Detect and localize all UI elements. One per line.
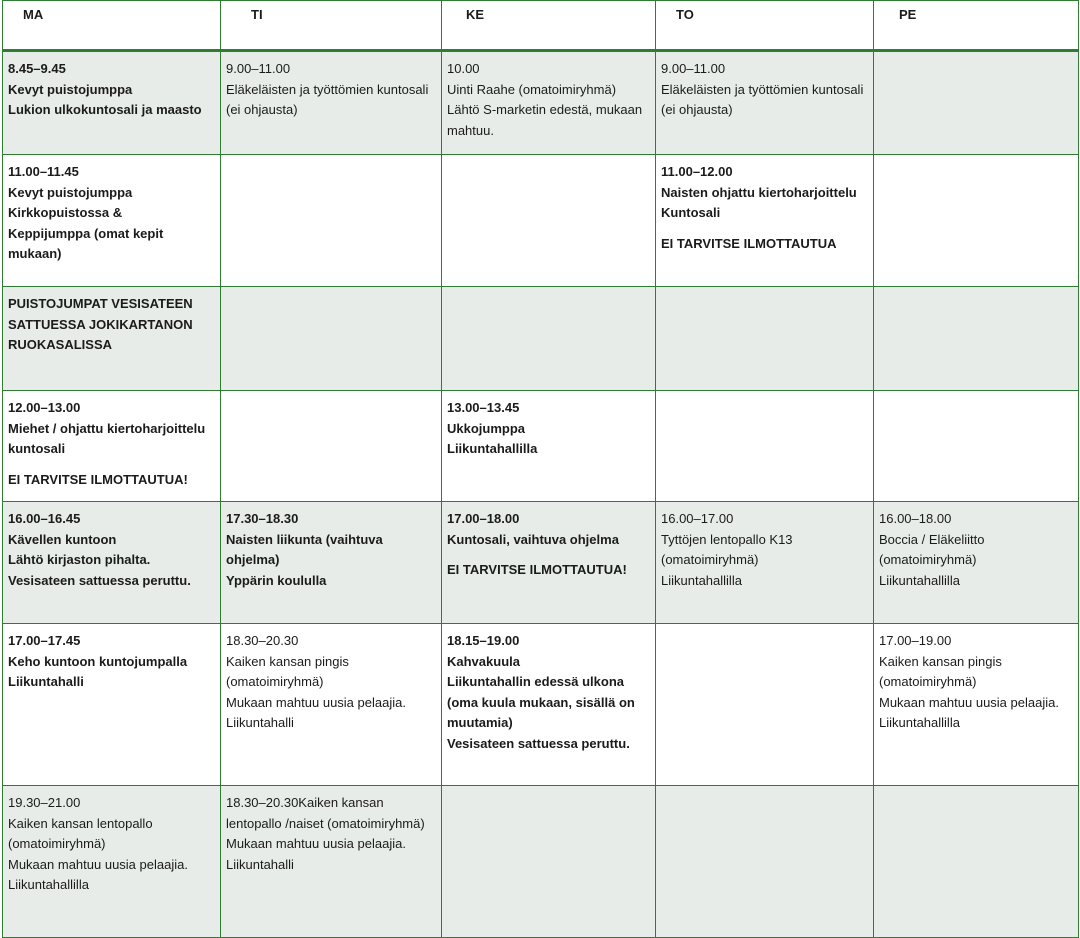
- header-to: [656, 1, 874, 51]
- activity: Naisten ohjattu kiertoharjoittelu: [661, 184, 857, 200]
- cell-pe: [874, 624, 1079, 786]
- activity: 18.30–20.30Kaiken kansan lentopallo /naiset (omatoimiryhmä): [226, 795, 425, 831]
- cell-to: [656, 155, 874, 287]
- note: EI TARVITSE ILMOTTAUTUA!: [447, 562, 627, 577]
- spacer: [661, 224, 868, 234]
- time: 13.00–13.45: [447, 400, 520, 415]
- activity: Miehet / ohjattu kiertoharjoittelu kuntosali: [8, 420, 206, 456]
- location: Liikuntahalli: [8, 674, 84, 689]
- activity: Kävellen kuntoon: [8, 531, 117, 547]
- header-label: PE: [899, 7, 917, 22]
- time: 18.15–19.00: [447, 633, 520, 648]
- location: Liikuntahalli: [226, 856, 294, 872]
- cell-ke: [442, 391, 656, 502]
- notice: PUISTOJUMPAT VESISATEEN SATTUESSA JOKIKARTANON RUOKASALISSA: [8, 296, 193, 352]
- time: 9.00–11.00: [226, 61, 291, 76]
- cell-ke: [442, 287, 656, 391]
- activity: Naisten liikunta (vaihtuva ohjelma): [226, 531, 383, 567]
- cell-to: [656, 624, 874, 786]
- activity: Kaiken kansan lentopallo (omatoimiryhmä): [8, 815, 153, 851]
- cell-ti: [221, 786, 442, 938]
- header-label: TO: [676, 7, 694, 22]
- header-label: MA: [23, 7, 44, 22]
- location: Kirkkopuistossa &: [8, 205, 123, 220]
- activity: Keppijumppa (omat kepit mukaan): [8, 225, 164, 261]
- time: 17.00–17.45: [8, 633, 81, 648]
- time: 16.00–16.45: [8, 511, 81, 526]
- location: Lähtö kirjaston pihalta.: [8, 552, 151, 567]
- note: Lähtö S-marketin edestä, mukaan mahtuu.: [447, 102, 643, 138]
- note: Mukaan mahtuu uusia pelaajia.: [226, 694, 406, 710]
- activity: Kevyt puistojumppa: [8, 81, 133, 97]
- cell-ma: [3, 287, 221, 391]
- cell-pe: [874, 391, 1079, 502]
- cell-ti: [221, 624, 442, 786]
- time: 16.00–17.00: [661, 511, 734, 526]
- cell-ma: [3, 391, 221, 502]
- activity: Kaiken kansan pingis (omatoimiryhmä): [226, 653, 349, 689]
- table-row: [3, 287, 1079, 391]
- table-row: [3, 51, 1079, 155]
- cell-pe: [874, 51, 1079, 155]
- cell-ke: [442, 624, 656, 786]
- header-pe: [874, 1, 1079, 51]
- note: EI TARVITSE ILMOTTAUTUA!: [8, 471, 188, 487]
- location: Liikuntahallin edessä ulkona (oma kuula mukaan, sisällä on muutamia): [447, 674, 635, 730]
- time: 11.00–12.00: [661, 164, 733, 179]
- cell-pe: [874, 287, 1079, 391]
- activity: Eläkeläisten ja työttömien kuntosali (ei ohjausta): [226, 81, 429, 117]
- cell-to: [656, 287, 874, 391]
- note: Mukaan mahtuu uusia pelaajia.: [226, 836, 406, 851]
- cell-pe: [874, 155, 1079, 287]
- note: Vesisateen sattuessa peruttu.: [447, 735, 630, 751]
- activity: Kuntosali, vaihtuva ohjelma: [447, 531, 619, 547]
- header-ke: [442, 1, 656, 51]
- cell-ti: [221, 287, 442, 391]
- activity: Uinti Raahe (omatoimiryhmä): [447, 81, 617, 97]
- location: Liikuntahallilla: [447, 441, 538, 456]
- header-ma: [3, 1, 221, 51]
- cell-ma: [3, 155, 221, 287]
- time: 8.45–9.45: [8, 61, 66, 76]
- time: 19.30–21.00: [8, 795, 81, 810]
- location: Liikuntahalli: [226, 715, 294, 730]
- location: Liikuntahallilla: [879, 572, 960, 588]
- cell-to: [656, 51, 874, 155]
- cell-ti: [221, 391, 442, 502]
- note: Vesisateen sattuessa peruttu.: [8, 572, 191, 588]
- activity: Boccia / Eläkeliitto (omatoimiryhmä): [879, 531, 985, 567]
- table-row: [3, 786, 1079, 938]
- cell-ma: [3, 786, 221, 938]
- location: Yppärin koululla: [226, 572, 327, 588]
- cell-ke: [442, 155, 656, 287]
- cell-ma: [3, 51, 221, 155]
- spacer: [447, 550, 650, 560]
- time: 17.00–19.00: [879, 633, 952, 648]
- location: Liikuntahallilla: [8, 877, 89, 892]
- table-row: [3, 391, 1079, 502]
- cell-ma: [3, 502, 221, 624]
- time: 17.00–18.00: [447, 511, 520, 526]
- table-row: [3, 624, 1079, 786]
- time: 9.00–11.00: [661, 61, 726, 76]
- location: Liikuntahallilla: [661, 572, 742, 588]
- cell-ti: [221, 502, 442, 624]
- cell-ke: [442, 502, 656, 624]
- activity: Kevyt puistojumppa: [8, 184, 133, 200]
- weekly-schedule-table: [2, 0, 1079, 938]
- activity: Keho kuntoon kuntojumpalla: [8, 653, 188, 669]
- note: Mukaan mahtuu uusia pelaajia.: [8, 856, 188, 872]
- cell-ma: [3, 624, 221, 786]
- cell-pe: [874, 786, 1079, 938]
- activity: Ukkojumppa: [447, 420, 526, 436]
- location: Kuntosali: [661, 205, 721, 220]
- cell-ke: [442, 51, 656, 155]
- time: 18.30–20.30: [226, 633, 299, 648]
- header-ti: [221, 1, 442, 51]
- activity: Eläkeläisten ja työttömien kuntosali (ei ohjausta): [661, 81, 864, 117]
- cell-to: [656, 786, 874, 938]
- cell-ti: [221, 155, 442, 287]
- location: Lukion ulkokuntosali ja maasto: [8, 102, 202, 117]
- time: 16.00–18.00: [879, 511, 952, 526]
- time: 12.00–13.00: [8, 400, 81, 415]
- activity: Tyttöjen lentopallo K13 (omatoimiryhmä): [661, 531, 793, 567]
- header-label: TI: [251, 7, 263, 22]
- cell-ke: [442, 786, 656, 938]
- spacer: [8, 460, 215, 470]
- cell-pe: [874, 502, 1079, 624]
- time: 10.00: [447, 61, 480, 76]
- cell-to: [656, 502, 874, 624]
- header-label: KE: [466, 7, 485, 22]
- table-row: [3, 502, 1079, 624]
- cell-ti: [221, 51, 442, 155]
- activity: Kaiken kansan pingis (omatoimiryhmä): [879, 653, 1002, 689]
- table-row: [3, 155, 1079, 287]
- note: EI TARVITSE ILMOTTAUTUA: [661, 235, 837, 251]
- time: 11.00–11.45: [8, 164, 79, 179]
- header-row: [3, 1, 1079, 51]
- note: Mukaan mahtuu uusia pelaajia.: [879, 694, 1059, 710]
- location: Liikuntahallilla: [879, 715, 960, 730]
- cell-to: [656, 391, 874, 502]
- activity: Kahvakuula: [447, 653, 520, 669]
- time: 17.30–18.30: [226, 511, 299, 526]
